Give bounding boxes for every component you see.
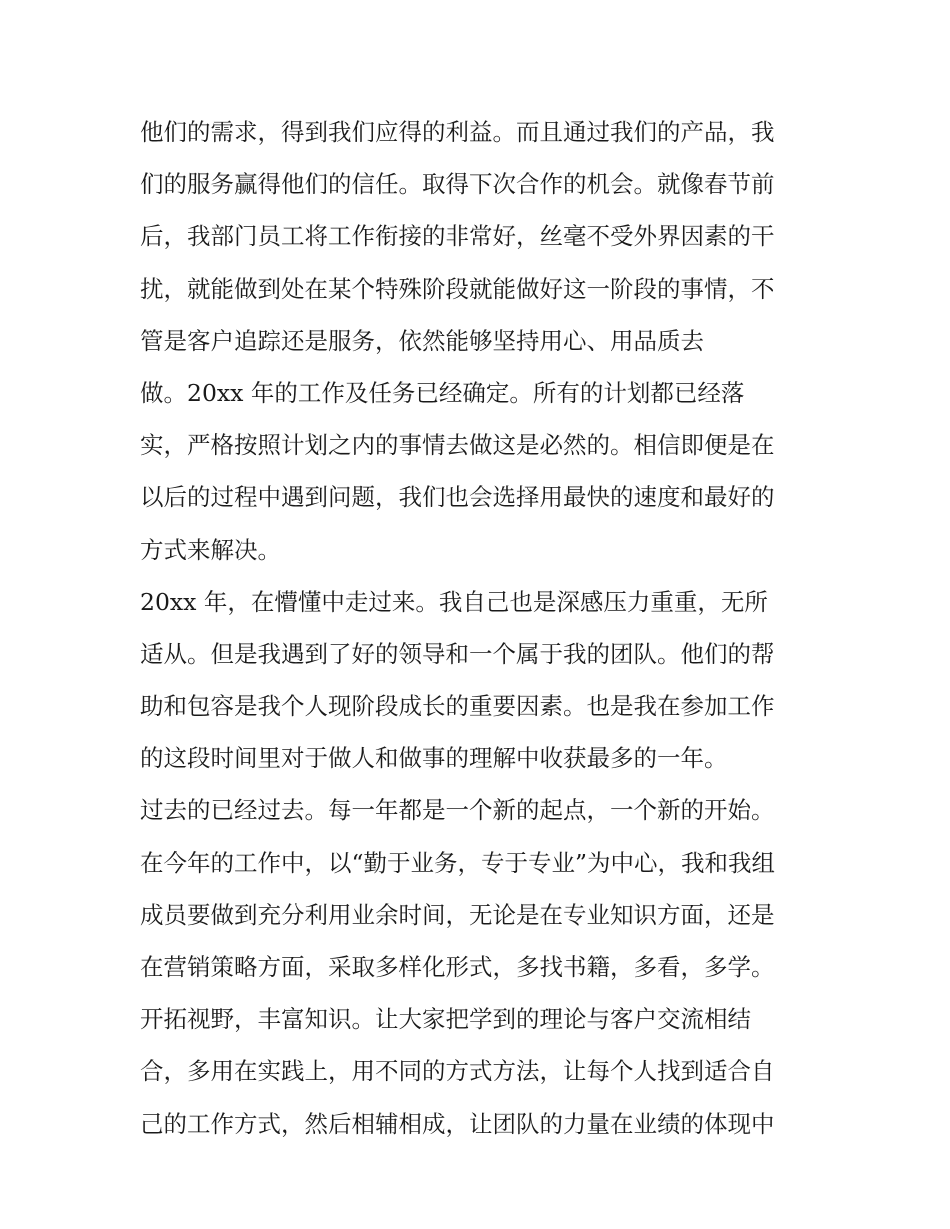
- text-line-14: 过去的已经过去。每一年都是一个新的起点，一个新的开始。: [140, 796, 775, 825]
- text-line-9: 方式来解决。: [140, 535, 281, 564]
- document-body: [140, 106, 820, 1150]
- text-line-20: 己的工作方式，然后相辅相成，让团队的力量在业绩的体现中: [140, 1109, 775, 1138]
- text-line-13: 的这段时间里对于做人和做事的理解中收获最多的一年。: [140, 744, 728, 773]
- text-line-7: 实，严格按照计划之内的事情去做这是必然的。相信即便是在: [140, 431, 775, 460]
- text-line-16: 成员要做到充分利用业余时间，无论是在专业知识方面，还是: [140, 900, 775, 929]
- text-line-4: 扰，就能做到处在某个特殊阶段就能做好这一阶段的事情，不: [140, 274, 775, 303]
- text-line-10: 20xx 年，在懵懂中走过来。我自己也是深感压力重重，无所: [140, 587, 768, 616]
- text-line-17: 在营销策略方面，采取多样化形式，多找书籍，多看，多学。: [140, 953, 775, 981]
- text-line-1: 他们的需求，得到我们应得的利益。而且通过我们的产品，我: [140, 118, 775, 146]
- text-line-11: 适从。但是我遇到了好的领导和一个属于我的团队。他们的帮: [140, 639, 775, 668]
- text-line-5: 管是客户追踪还是服务，依然能够坚持用心、用品质去: [140, 326, 704, 355]
- text-line-18: 开拓视野，丰富知识。让大家把学到的理论与客户交流相结: [140, 1005, 751, 1034]
- text-line-2: 们的服务赢得他们的信任。取得下次合作的机会。就像春节前: [140, 170, 775, 199]
- text-line-6: 做。20xx 年的工作及任务已经确定。所有的计划都已经落: [140, 378, 745, 407]
- text-line-8: 以后的过程中遇到问题，我们也会选择用最快的速度和最好的: [140, 483, 775, 512]
- text-line-19: 合，多用在实践上，用不同的方式方法，让每个人找到适合自: [140, 1057, 775, 1086]
- text-line-3: 后，我部门员工将工作衔接的非常好，丝毫不受外界因素的干: [140, 222, 775, 251]
- text-line-12: 助和包容是我个人现阶段成长的重要因素。也是我在参加工作: [140, 692, 775, 721]
- text-line-15: 在今年的工作中，以“勤于业务，专于专业”为中心，我和我组: [140, 848, 776, 877]
